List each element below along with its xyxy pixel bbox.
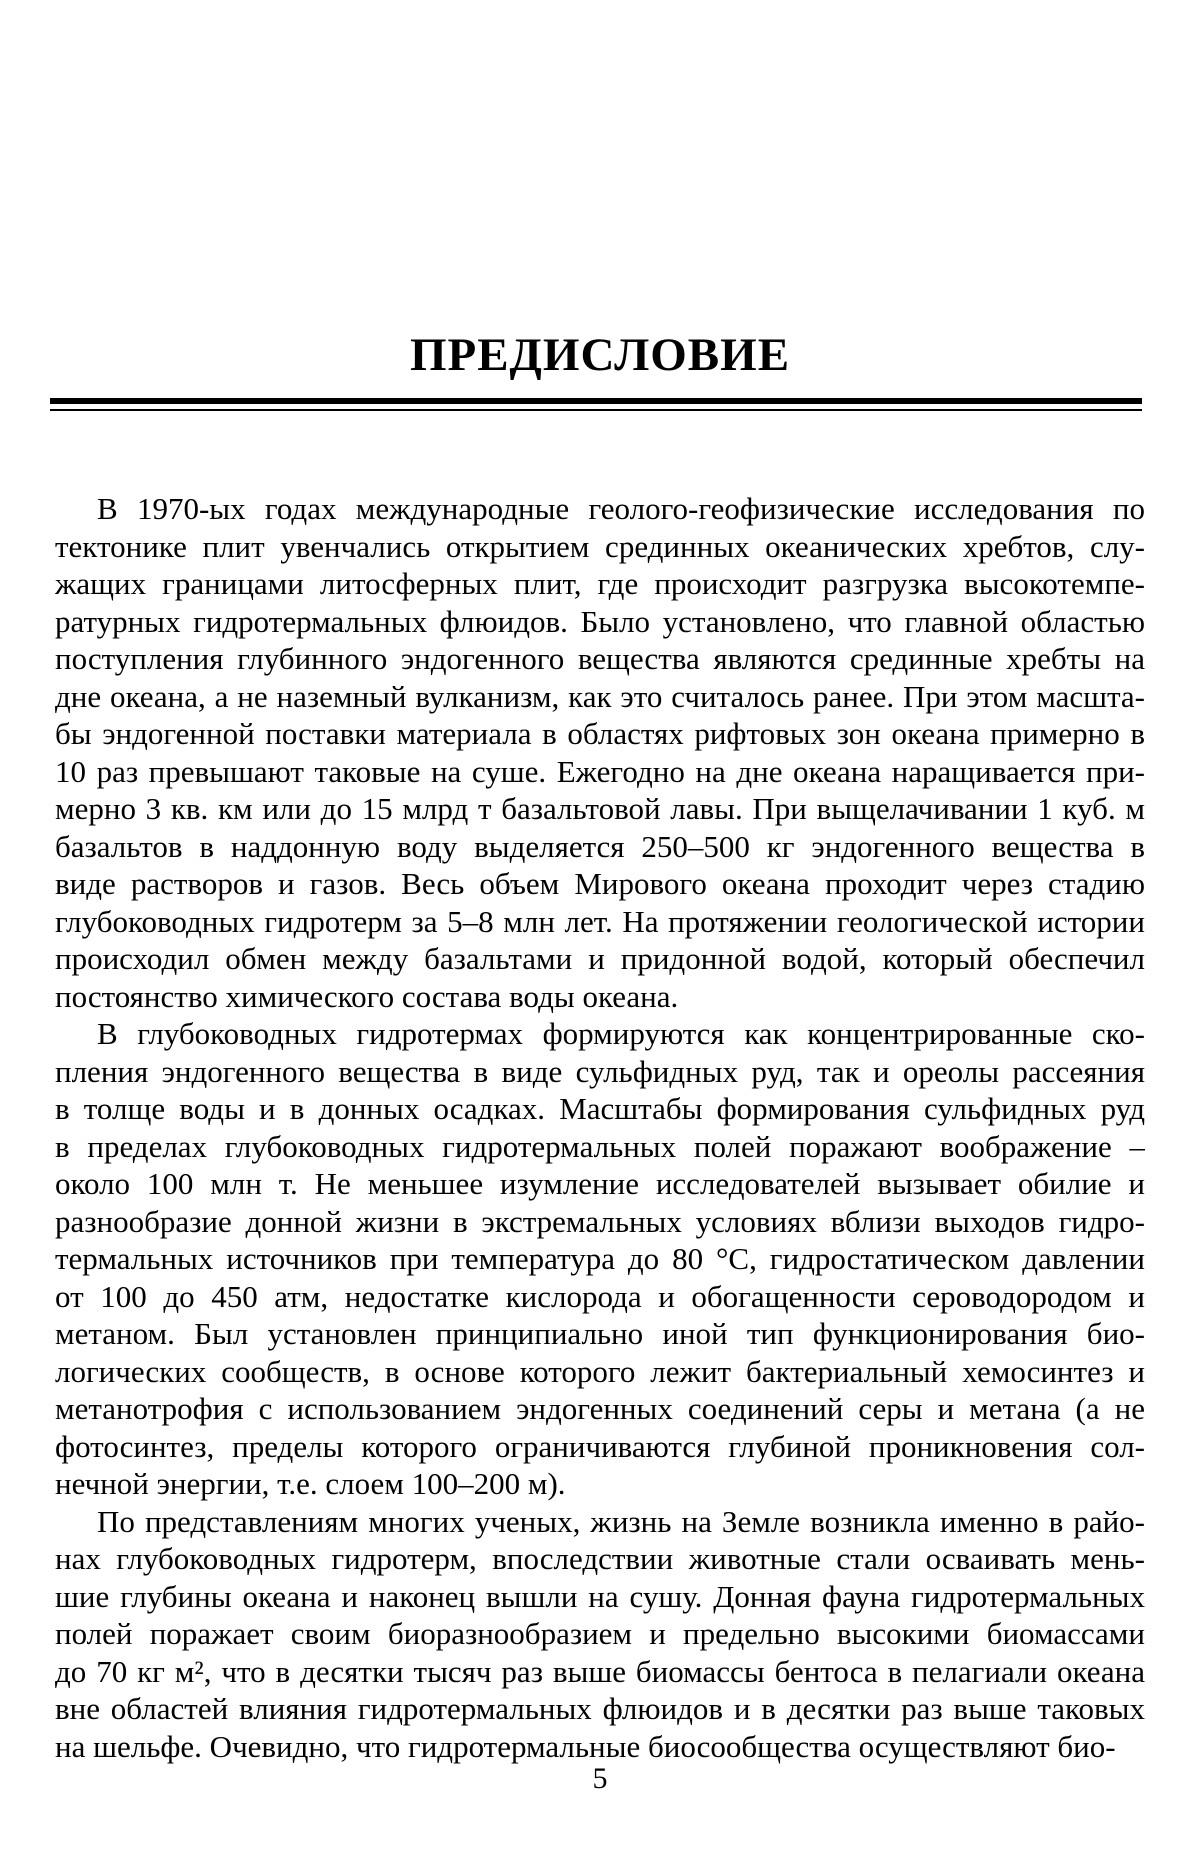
- text-line: базальтов в наддонную воду выделяется 250–500 кг эндогенного вещества в: [55, 828, 1145, 864]
- text-line: В глубоководных гидротермах формируются как концентрированные ско-: [97, 1016, 1145, 1051]
- page-number: 5: [592, 1762, 608, 1795]
- text-line: постоянство химического состава воды океана.: [55, 978, 679, 1014]
- text-line: пления эндогенного вещества в виде сульфидных руд, так и ореолы рассеяния: [55, 1053, 1145, 1089]
- text-line: поступления глубинного эндогенного вещества являются срединные хребты на: [55, 641, 1145, 676]
- text-line: метанотрофия с использованием эндогенных соединений серы и метана (а не: [55, 1391, 1145, 1426]
- text-line: ратурных гидротермальных флюидов. Было установлено, что главной областью: [55, 603, 1145, 639]
- page-heading: ПРЕДИСЛОВИЕ: [409, 329, 791, 381]
- text-line: до 70 кг м², что в десятки тысяч раз выше биомассы бентоса в пелагиали океана: [55, 1653, 1145, 1689]
- paragraph: [55, 1015, 1145, 1503]
- text-line: тектонике плит увенчались открытием срединных океанических хребтов, слу-: [55, 528, 1145, 564]
- text-line: от 100 до 450 атм, недостатке кислорода и обогащенности сероводородом и: [55, 1278, 1145, 1314]
- text-line: По представлениям многих ученых, жизнь на Земле возникла именно в райо-: [97, 1503, 1145, 1539]
- paragraph: [55, 1503, 1145, 1766]
- text-line: метаном. Был установлен принципиально иной тип функционирования био-: [55, 1316, 1145, 1351]
- text-line: мерно 3 кв. км или до 15 млрд т базальтовой лавы. При выщелачивании 1 куб. м: [55, 791, 1145, 826]
- text-line: полей поражает своим биоразнообразием и предельно высокими биомассами: [55, 1616, 1145, 1651]
- text-line: шие глубины океана и наконец вышли на сушу. Донная фауна гидротермальных: [55, 1578, 1145, 1614]
- text-line: нах глубоководных гидротерм, впоследствии животные стали осваивать мень-: [55, 1541, 1145, 1576]
- text-line: около 100 млн т. Не меньшее изумление исследователей вызывает обилие и: [55, 1166, 1145, 1201]
- text-line: глубоководных гидротерм за 5–8 млн лет. На протяжении геологической истории: [55, 903, 1145, 939]
- text-line: 10 раз превышают таковые на суше. Ежегодно на дне океана наращивается при-: [55, 753, 1145, 789]
- text-line: происходил обмен между базальтами и придонной водой, который обеспечил: [55, 941, 1145, 976]
- text-line: В 1970-ых годах международные геолого-геофизические исследования по: [97, 491, 1145, 526]
- text-line: дне океана, а не наземный вулканизм, как это считалось ранее. При этом масшта-: [55, 678, 1145, 714]
- text-line: логических сообществ, в основе которого лежит бактериальный хемосинтез и: [55, 1353, 1145, 1389]
- text-line: разнообразие донной жизни в экстремальных условиях вблизи выходов гидро-: [55, 1203, 1145, 1239]
- text-line: термальных источников при температура до 80 °С, гидростатическом давлении: [55, 1241, 1145, 1276]
- heading-rule-thin: [50, 409, 1142, 411]
- text-line: жащих границами литосферных плит, где происходит разгрузка высокотемпе-: [55, 566, 1145, 601]
- heading-rule-thick: [50, 398, 1142, 404]
- text-line: в толще воды и в донных осадках. Масштабы формирования сульфидных руд: [55, 1091, 1145, 1126]
- text-line: фотосинтез, пределы которого ограничиваются глубиной проникновения сол-: [55, 1428, 1145, 1464]
- text-line: нечной энергии, т.е. слоем 100–200 м).: [55, 1466, 566, 1501]
- text-line: бы эндогенной поставки материала в областях рифтовых зон океана примерно в: [55, 716, 1145, 751]
- paragraph: [55, 490, 1145, 1015]
- text-line: виде растворов и газов. Весь объем Мирового океана проходит через стадию: [55, 866, 1145, 901]
- text-line: на шельфе. Очевидно, что гидротермальные биосообщества осуществляют био-: [55, 1728, 1116, 1764]
- body-text: [55, 490, 1145, 1765]
- text-line: вне областей влияния гидротермальных флюидов и в десятки раз выше таковых: [55, 1691, 1145, 1726]
- text-line: в пределах глубоководных гидротермальных полей поражают воображение –: [55, 1128, 1145, 1164]
